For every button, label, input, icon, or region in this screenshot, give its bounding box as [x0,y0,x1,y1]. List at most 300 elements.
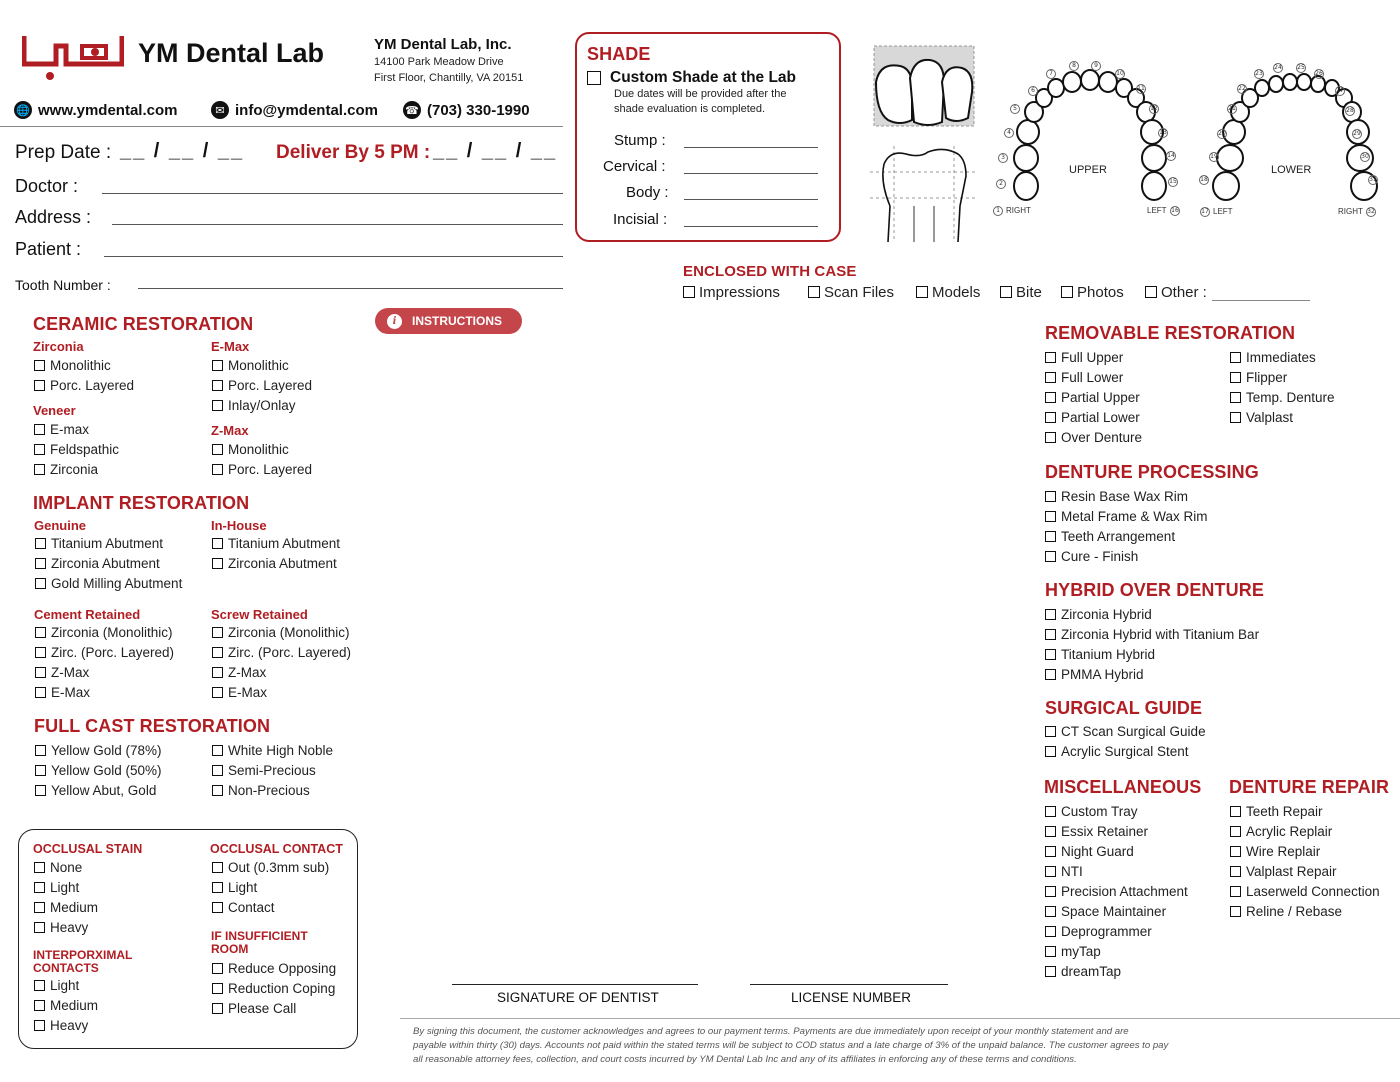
tooth-number-19[interactable]: 19 [1210,153,1218,160]
prep-date-blanks[interactable]: __ / __ / __ [120,140,245,162]
shade-cervical-field[interactable] [684,173,818,174]
enclosed-scan-files[interactable] [808,283,894,301]
checkbox[interactable] [35,785,46,796]
checkbox[interactable] [1230,886,1241,897]
inhouse-titanium[interactable] [212,534,340,552]
lower-right-label: RIGHT [1338,207,1363,216]
checkbox[interactable] [212,667,223,678]
checkbox[interactable] [1045,432,1056,443]
checkbox[interactable] [212,983,223,994]
inhouse-title: In-House [211,518,267,533]
removable-full-upper[interactable] [1045,348,1123,366]
genuine-gold[interactable] [35,574,182,592]
interprox-medium[interactable] [34,996,98,1014]
company-name: YM Dental Lab, Inc. [374,36,512,53]
checkbox-label: Scan Files [824,283,895,301]
checkbox-label: Titanium Abutment [51,535,164,551]
tooth-number-11[interactable]: 11 [1137,85,1145,92]
checkbox[interactable] [35,647,46,658]
checkbox-label: Yellow Abut, Gold [51,782,157,798]
checkbox-label: Wire Replair [1246,843,1321,859]
checkbox[interactable] [212,538,223,549]
tooth-number-13[interactable]: 13 [1159,129,1167,136]
checkbox-label: Monolithic [228,357,289,373]
fullcast-item-4[interactable] [212,741,333,759]
misc-item-3[interactable] [1045,842,1134,860]
deliver-by-label: Deliver By 5 PM : [276,142,431,163]
zmax-title: Z-Max [211,423,249,438]
surgical-item-2[interactable] [1045,742,1189,760]
deliver-by-blanks[interactable]: __ / __ / __ [433,140,558,162]
website-text: www.ymdental.com [38,101,178,119]
shade-body-label: Body : [626,184,669,201]
tooth-number-3[interactable]: 3 [998,153,1008,163]
checkbox-label: Temp. Denture [1246,389,1335,405]
checkbox[interactable] [212,444,223,455]
checkbox[interactable] [34,1000,45,1011]
cement-item-2[interactable] [35,643,174,661]
ceramic-title: CERAMIC RESTORATION [33,314,254,334]
screw-title: Screw Retained [211,607,308,622]
upper-arch-icon [990,58,1190,218]
logo [22,36,124,82]
tooth-number-field[interactable] [138,288,563,289]
emax-title: E-Max [211,339,250,354]
checkbox-label: Reline / Rebase [1246,903,1343,919]
checkbox-label: Z-Max [228,664,267,680]
checkbox-label: Light [50,879,80,895]
fullcast-item-5[interactable] [212,761,316,779]
checkbox-label: Light [50,977,80,993]
checkbox[interactable] [34,882,45,893]
checkbox[interactable] [1230,826,1241,837]
checkbox[interactable] [212,558,223,569]
checkbox-label: Other : [1161,283,1207,301]
phone-text: (703) 330-1990 [427,101,530,119]
tooth-number-30[interactable]: 30 [1361,153,1369,160]
checkbox-label: Porc. Layered [228,461,313,477]
tooth-number-10[interactable]: 10 [1116,70,1124,77]
removable-over-denture[interactable] [1045,428,1142,446]
lower-arch-chart[interactable] [1196,58,1396,218]
fullcast-item-3[interactable] [35,781,156,799]
checkbox[interactable] [35,558,46,569]
logo-mark-icon [22,36,124,82]
tooth-number-5[interactable]: 5 [1010,104,1020,114]
emax-layered[interactable] [212,376,312,394]
checkbox[interactable] [1045,392,1056,403]
contact-out[interactable] [212,858,329,876]
misc-item-2[interactable] [1045,822,1148,840]
interprox-light[interactable] [34,976,79,994]
fullcast-title: FULL CAST RESTORATION [34,716,271,736]
checkbox[interactable] [1045,886,1056,897]
lower-arch-icon [1196,58,1396,218]
removable-flipper[interactable] [1230,368,1287,386]
upper-left-label: LEFT [1147,206,1167,215]
tooth-number-1[interactable]: 1 [993,206,1003,216]
checkbox[interactable] [1230,392,1241,403]
veneer-title: Veneer [33,403,76,418]
surgical-item-1[interactable] [1045,722,1206,740]
veneer-feldspathic[interactable] [34,440,119,458]
signature-line[interactable] [452,984,698,985]
checkbox-label: Heavy [50,919,89,935]
tooth-number-16[interactable]: 16 [1171,207,1179,214]
tooth-number-18[interactable]: 18 [1200,176,1208,183]
stain-medium[interactable] [34,898,98,916]
tooth-number-14[interactable]: 14 [1167,152,1175,159]
upper-arch-chart[interactable] [990,58,1190,218]
hybrid-item-2[interactable] [1045,625,1259,643]
tooth-number-6[interactable]: 6 [1028,86,1038,96]
checkbox-label: E-max [50,421,90,437]
checkbox-label: Deprogrammer [1061,923,1152,939]
checkbox[interactable] [34,424,45,435]
checkbox[interactable] [1045,491,1056,502]
checkbox-label: Z-Max [51,664,90,680]
tooth-number-15[interactable]: 15 [1169,178,1177,185]
tooth-number-23[interactable]: 23 [1255,70,1263,77]
checkbox-label: Yellow Gold (78%) [51,742,162,758]
contact-contact[interactable] [212,898,275,916]
checkbox-label: Yellow Gold (50%) [51,762,162,778]
checkbox[interactable] [34,902,45,913]
enclosed-photos[interactable] [1061,283,1124,301]
checkbox[interactable] [34,922,45,933]
checkbox[interactable] [1045,352,1056,363]
teeth-front-icon [870,42,978,128]
tooth-profile-icon [870,146,978,242]
checkbox[interactable] [916,286,928,298]
info-icon: i [387,314,402,329]
zmax-monolithic[interactable] [212,440,289,458]
checkbox-label: Valplast [1246,409,1294,425]
front-teeth-illustration [870,42,978,128]
checkbox[interactable] [1045,551,1056,562]
insufficient-reduce[interactable] [212,959,336,977]
checkbox-label: Monolithic [228,441,289,457]
checkbox[interactable] [1061,286,1073,298]
checkbox-label: Titanium Abutment [228,535,341,551]
upper-arch-label: UPPER [1069,164,1107,176]
removable-partial-lower[interactable] [1045,408,1140,426]
misc-item-1[interactable] [1045,802,1138,820]
cement-item-4[interactable] [35,683,90,701]
email-text: info@ymdental.com [235,101,378,119]
checkbox-label: Medium [50,997,99,1013]
insufficient-call[interactable] [212,999,296,1017]
checkbox-label: Inlay/Onlay [228,397,296,413]
checkbox[interactable] [34,1020,45,1031]
tooth-number-24[interactable]: 24 [1274,64,1282,71]
checkbox[interactable] [212,785,223,796]
tooth-number-25[interactable]: 25 [1297,64,1305,71]
checkbox[interactable] [212,1003,223,1014]
tooth-number-20[interactable]: 20 [1218,130,1226,137]
removable-full-lower[interactable] [1045,368,1123,386]
ceramic-zirconia-layered[interactable] [34,376,134,394]
tooth-number-12[interactable]: 12 [1150,105,1158,112]
misc-item-5[interactable] [1045,882,1188,900]
enclosed-models[interactable] [916,283,980,301]
tooth-number-21[interactable]: 21 [1228,105,1236,112]
emax-inlay-onlay[interactable] [212,396,296,414]
interprox-heavy[interactable] [34,1016,88,1034]
checkbox[interactable] [683,286,695,298]
misc-item-7[interactable] [1045,922,1152,940]
checkbox[interactable] [1045,609,1056,620]
removable-title: REMOVABLE RESTORATION [1045,323,1296,343]
checkbox-label: Laserweld Connection [1246,883,1380,899]
checkbox[interactable] [1230,846,1241,857]
repair-item-2[interactable] [1230,822,1332,840]
checkbox[interactable] [212,687,223,698]
checkbox-label: Gold Milling Abutment [51,575,183,591]
checkbox[interactable] [1045,966,1056,977]
checkbox[interactable] [34,980,45,991]
emax-monolithic[interactable] [212,356,289,374]
occlusal-stain-title: OCCLUSAL STAIN [33,842,143,856]
repair-item-1[interactable] [1230,802,1323,820]
address-field[interactable] [112,224,563,225]
genuine-titanium[interactable] [35,534,163,552]
checkbox[interactable] [1045,649,1056,660]
checkbox[interactable] [1045,846,1056,857]
fullcast-item-6[interactable] [212,781,310,799]
checkbox[interactable] [1045,826,1056,837]
checkbox[interactable] [1045,726,1056,737]
removable-partial-upper[interactable] [1045,388,1140,406]
veneer-emax[interactable] [34,420,89,438]
insufficient-coping[interactable] [212,979,335,997]
repair-item-4[interactable] [1230,862,1337,880]
terms-divider [400,1018,1400,1019]
checkbox[interactable] [34,464,45,475]
enclosed-impressions[interactable] [683,283,780,301]
shade-incisial-field[interactable] [684,226,818,227]
checkbox-label: E-Max [51,684,91,700]
checkbox[interactable] [212,627,223,638]
stain-none[interactable] [34,858,82,876]
checkbox[interactable] [34,444,45,455]
checkbox[interactable] [1045,669,1056,680]
processing-item-3[interactable] [1045,527,1175,545]
checkbox[interactable] [212,360,223,371]
checkbox-label: Titanium Hybrid [1061,646,1156,662]
phone-contact[interactable] [403,101,530,119]
checkbox[interactable] [1145,286,1157,298]
screw-item-2[interactable] [212,643,351,661]
email-contact[interactable] [211,101,378,119]
checkbox[interactable] [212,902,223,913]
checkbox[interactable] [1045,412,1056,423]
checkbox[interactable] [808,286,820,298]
repair-item-6[interactable] [1230,902,1342,920]
tooth-number-9[interactable]: 9 [1091,61,1101,71]
checkbox-label: Flipper [1246,369,1288,385]
screw-item-3[interactable] [212,663,266,681]
checkbox-label: Full Lower [1061,369,1124,385]
checkbox[interactable] [587,71,601,85]
checkbox[interactable] [34,862,45,873]
contact-light[interactable] [212,878,257,896]
cement-item-3[interactable] [35,663,89,681]
license-line[interactable] [750,984,948,985]
veneer-zirconia[interactable] [34,460,98,478]
checkbox-label: Porc. Layered [228,377,313,393]
checkbox[interactable] [212,862,223,873]
screw-item-1[interactable] [212,623,350,641]
checkbox[interactable] [1230,906,1241,917]
checkbox[interactable] [35,538,46,549]
checkbox-label: White High Noble [228,742,334,758]
shade-body-field[interactable] [684,199,818,200]
checkbox[interactable] [1045,906,1056,917]
checkbox-label: Feldspathic [50,441,120,457]
doctor-field[interactable] [102,193,563,194]
checkbox-label: Zirconia Abutment [51,555,160,571]
checkbox[interactable] [1045,746,1056,757]
tooth-number-29[interactable]: 29 [1353,130,1361,137]
checkbox[interactable] [1045,946,1056,957]
zmax-layered[interactable] [212,460,312,478]
tooth-number-8[interactable]: 8 [1069,61,1079,71]
checkbox-label: Space Maintainer [1061,903,1167,919]
checkbox[interactable] [212,647,223,658]
checkbox-label: Out (0.3mm sub) [228,859,330,875]
checkbox-label: Models [932,283,981,301]
misc-item-8[interactable] [1045,942,1101,960]
checkbox[interactable] [35,687,46,698]
genuine-zirconia[interactable] [35,554,160,572]
misc-item-4[interactable] [1045,862,1083,880]
patient-field[interactable] [104,256,563,257]
checkbox-label: Resin Base Wax Rim [1061,488,1189,504]
genuine-title: Genuine [34,518,87,533]
checkbox[interactable] [34,380,45,391]
stain-heavy[interactable] [34,918,88,936]
checkbox[interactable] [1000,286,1012,298]
custom-shade-option[interactable] [587,69,796,87]
checkbox[interactable] [212,765,223,776]
enclosed-other[interactable] [1145,283,1207,301]
checkbox[interactable] [1045,866,1056,877]
checkbox[interactable] [1230,372,1241,383]
checkbox[interactable] [35,765,46,776]
screw-item-4[interactable] [212,683,267,701]
processing-item-4[interactable] [1045,547,1138,565]
checkbox[interactable] [212,882,223,893]
checkbox[interactable] [35,667,46,678]
misc-item-9[interactable] [1045,962,1121,980]
tooth-number-7[interactable]: 7 [1046,69,1056,79]
zirconia-title: Zirconia [33,339,84,354]
checkbox-label: Reduction Coping [228,980,336,996]
tooth-number-28[interactable]: 28 [1346,107,1354,114]
tooth-number-22[interactable]: 22 [1238,85,1246,92]
checkbox-label: dreamTap [1061,963,1122,979]
checkbox[interactable] [212,745,223,756]
checkbox-label: Custom Tray [1061,803,1138,819]
checkbox[interactable] [34,360,45,371]
checkbox-label: NTI [1061,863,1083,879]
terms-line-3: all reasonable attorney fees, collection, and court costs incurred by YM Dental Lab Inc and any of its affiliates in enforcing any of these terms and conditions. [413,1054,1077,1065]
cement-item-1[interactable] [35,623,173,641]
tooth-number-4[interactable]: 4 [1004,128,1014,138]
checkbox-label: Heavy [50,1017,89,1033]
hybrid-item-1[interactable] [1045,605,1152,623]
shade-stump-field[interactable] [684,147,818,148]
tooth-number-31[interactable]: 31 [1369,176,1377,183]
tooth-number-2[interactable]: 2 [996,179,1006,189]
stain-light[interactable] [34,878,79,896]
checkbox[interactable] [1045,806,1056,817]
checkbox[interactable] [1045,372,1056,383]
checkbox[interactable] [1230,806,1241,817]
checkbox[interactable] [1045,629,1056,640]
repair-item-3[interactable] [1230,842,1320,860]
mail-icon: ✉ [211,101,229,119]
tooth-number-26[interactable]: 26 [1315,70,1323,77]
globe-icon: 🌐 [14,101,32,119]
website-contact[interactable] [14,101,177,119]
removable-temp-denture[interactable] [1230,388,1335,406]
hybrid-item-4[interactable] [1045,665,1144,683]
checkbox[interactable] [212,380,223,391]
ceramic-zirconia-monolithic[interactable] [34,356,111,374]
checkbox[interactable] [35,745,46,756]
checkbox[interactable] [212,464,223,475]
checkbox[interactable] [35,627,46,638]
checkbox[interactable] [1045,926,1056,937]
interprox-title-line1: INTERPORXIMAL [33,948,133,962]
inhouse-zirconia[interactable] [212,554,337,572]
checkbox-label: Metal Frame & Wax Rim [1061,508,1208,524]
lower-left-label: LEFT [1213,207,1233,216]
processing-item-2[interactable] [1045,507,1208,525]
checkbox[interactable] [1045,511,1056,522]
fullcast-item-2[interactable] [35,761,162,779]
misc-item-6[interactable] [1045,902,1166,920]
checkbox[interactable] [1230,412,1241,423]
checkbox[interactable] [212,400,223,411]
tooth-number-32[interactable]: 32 [1367,208,1375,215]
checkbox-label: Immediates [1246,349,1316,365]
shade-incisial-label: Incisial : [613,211,668,228]
instructions-button[interactable] [375,308,522,334]
removable-valplast[interactable] [1230,408,1293,426]
checkbox[interactable] [1045,531,1056,542]
checkbox[interactable] [1230,352,1241,363]
enclosed-other-field[interactable] [1212,300,1310,301]
tooth-number-27[interactable]: 27 [1336,87,1344,94]
repair-item-5[interactable] [1230,882,1380,900]
enclosed-bite[interactable] [1000,283,1042,301]
processing-item-1[interactable] [1045,487,1188,505]
checkbox[interactable] [1230,866,1241,877]
fullcast-item-1[interactable] [35,741,162,759]
tooth-number-label: Tooth Number : [15,277,111,293]
removable-immediates[interactable] [1230,348,1316,366]
checkbox[interactable] [212,963,223,974]
hybrid-item-3[interactable] [1045,645,1155,663]
checkbox-label: Non-Precious [228,782,310,798]
checkbox-label: Semi-Precious [228,762,316,778]
insufficient-title-line2: ROOM [211,942,249,956]
tooth-number-17[interactable]: 17 [1201,208,1209,215]
checkbox[interactable] [35,578,46,589]
